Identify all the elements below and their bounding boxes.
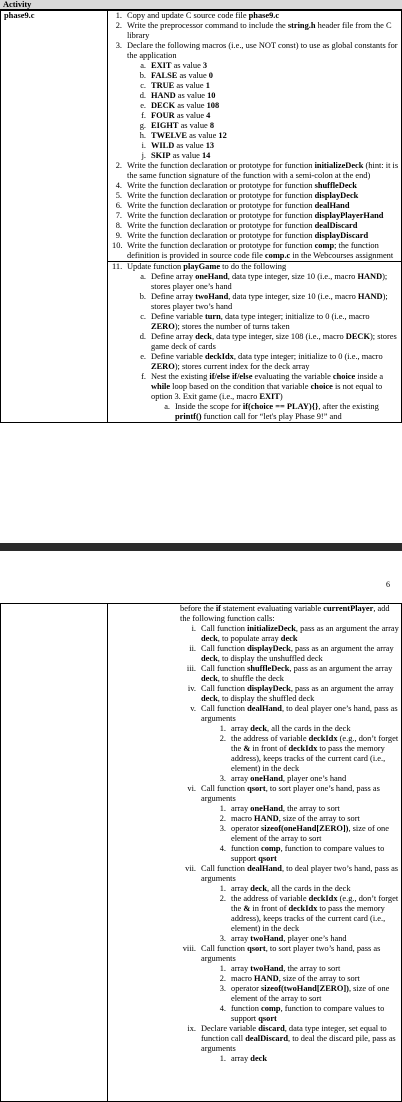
list-item [136, 272, 399, 292]
list-item-text: Write the function declaration or prototype for function displayDeck [127, 191, 359, 200]
list-item [180, 864, 399, 884]
list-item-number: f. [141, 372, 146, 381]
list-item [218, 1054, 399, 1064]
list-item [136, 131, 399, 141]
list-item-text: operator sizeof(oneHand[ZERO]), size of one element of the array to sort [231, 824, 389, 843]
list-item-number: 5. [115, 191, 122, 200]
list-item [218, 974, 399, 984]
list-item-text: Inside the scope for if(choice == PLAY){}, after the existing printf() function call for “let's play Phase 9!” and [175, 402, 379, 421]
list-item [136, 81, 399, 91]
list-item [136, 292, 399, 312]
list-item [136, 101, 399, 111]
table-row [1, 11, 402, 262]
instruction-list-item-11 [108, 262, 401, 422]
page-break-band [0, 543, 402, 551]
list-item-number: 3. [219, 824, 226, 833]
list-item-number: d. [139, 91, 146, 100]
list-item-text: array oneHand, the array to sort [231, 804, 340, 813]
list-item [136, 151, 399, 161]
list-item-text: macro HAND, size of the array to sort [231, 814, 360, 823]
list-item-text: Call function initializeDeck, pass as an argument the array deck, to populate array deck [201, 624, 399, 643]
list-item-text: function comp, function to compare values to support qsort [231, 1004, 385, 1023]
list-item-text: Declare variable discard, data type integer, set equal to function call dealDiscard, to deal the discard pile, pass as arguments [201, 1024, 396, 1053]
instruction-cell [108, 604, 402, 1102]
list-item [218, 934, 399, 944]
list-item-number: 2. [219, 814, 226, 823]
list-item-number: iv. [187, 684, 196, 693]
page-number: 6 [386, 580, 390, 589]
list-item-number: d. [139, 332, 146, 341]
list-item-text: Call function qsort, to sort player one’s hand, pass as arguments [201, 784, 380, 803]
list-item-number: 3. [115, 41, 122, 50]
list-item-text: Write the function declaration or prototype for function shuffleDeck [127, 181, 357, 190]
list-item-text: TRUE as value 1 [151, 81, 210, 90]
list-item-number: viii. [182, 944, 196, 953]
list-item-number: i. [191, 624, 196, 633]
list-item-text: operator sizeof(twoHand[ZERO]), size of one element of the array to sort [231, 984, 390, 1003]
list-item-text: Write the function declaration or prototype for function displayPlayerHand [127, 211, 384, 220]
list-item-number: a. [164, 402, 170, 411]
list-item-text: function comp, function to compare values to support qsort [231, 844, 385, 863]
list-item-text: TWELVE as value 12 [151, 131, 227, 140]
list-item-text: array deck [231, 1054, 268, 1063]
instruction-cell [108, 262, 402, 423]
list-item-number: 2. [219, 734, 226, 743]
list-item-text: Call function dealHand, to deal player two’s hand, pass as arguments [201, 864, 399, 883]
list-item [218, 814, 399, 824]
list-item-text: Write the function declaration or prototype for function dealHand [127, 201, 350, 210]
list-item-number: b. [139, 71, 146, 80]
list-item-number: 1. [219, 884, 226, 893]
document-page-2 [0, 603, 402, 1102]
file-label-cell: phase9.c [1, 11, 108, 423]
list-item [136, 61, 399, 71]
list-item [136, 332, 399, 352]
list-item-text: HAND as value 10 [151, 91, 216, 100]
list-item-number: 3. [219, 934, 226, 943]
list-item [112, 41, 399, 61]
list-item [180, 644, 399, 664]
list-item-text: DECK as value 108 [151, 101, 220, 110]
list-item [180, 704, 399, 724]
list-item [218, 824, 399, 844]
list-item-text: array twoHand, player one’s hand [231, 934, 347, 943]
list-item-text: array oneHand, player one’s hand [231, 774, 347, 783]
list-item-text: Copy and update C source code file phase9.c [127, 11, 280, 20]
list-item-text: EXIT as value 3 [151, 61, 208, 70]
list-item-number: c. [140, 312, 146, 321]
list-item [180, 664, 399, 684]
list-item-number: h. [139, 131, 146, 140]
list-item [218, 884, 399, 894]
list-item [218, 804, 399, 814]
list-item-text: Define array twoHand, data type integer, size 10 (i.e., macro HAND); stores player two’s hand [151, 292, 388, 311]
instruction-list-continued [108, 604, 401, 1064]
list-item-text: array twoHand, the array to sort [231, 964, 341, 973]
list-item-text: Call function qsort, to sort player two’s hand, pass as arguments [201, 944, 381, 963]
list-item-text: macro HAND, size of the array to sort [231, 974, 360, 983]
list-item [218, 844, 399, 864]
list-item-text: the address of variable deckIdx (e.g., don’t forget the & in front of deckIdx to pass the memory address), keeps tracks of the current card (i.e., element) in the deck [231, 894, 399, 933]
list-item-text: Update function playGame to do the following [127, 262, 287, 271]
list-item-text: Call function dealHand, to deal player one’s hand, pass as arguments [201, 704, 398, 723]
list-item-text: SKIP as value 14 [151, 151, 211, 160]
list-item-number: 7. [115, 211, 122, 220]
list-item-text: array deck, all the cards in the deck [231, 724, 351, 733]
list-item-text: Write the preprocessor command to include the string.h header file from the C library [127, 21, 392, 40]
list-item-text: Call function shuffleDeck, pass as an argument the array deck, to shuffle the deck [201, 664, 393, 683]
list-item [180, 684, 399, 704]
list-item-number: iii. [186, 664, 196, 673]
list-item-number: a. [140, 61, 146, 70]
list-item [180, 784, 399, 804]
list-item-number: 1. [115, 11, 122, 20]
list-item-text: Write the function declaration or prototype for function displayDiscard [127, 231, 369, 240]
list-item-number: ii. [189, 644, 196, 653]
list-item-text: Call function displayDeck, pass as an argument the array deck, to display the unshuffled deck [201, 644, 394, 663]
list-item-number: 2. [219, 974, 226, 983]
list-item-text: FALSE as value 0 [151, 71, 213, 80]
list-item [180, 944, 399, 964]
list-item [112, 21, 399, 41]
list-item [136, 352, 399, 372]
list-item [218, 1004, 399, 1024]
list-item [112, 231, 399, 241]
list-item [112, 201, 399, 211]
list-item [112, 181, 399, 191]
document-page-1 [0, 0, 402, 483]
list-item-text: Nest the existing if/else if/else evaluating the variable choice inside a while loop based on the condition that variable choice is not equal to option 3. Exit game (i.e., macro EXIT) [151, 372, 384, 401]
continued-intro-text: before the if statement evaluating variable currentPlayer, add the following function calls: [180, 604, 390, 623]
file-label-cell-empty [1, 604, 108, 1102]
list-item-text: Define array deck, data type integer, size 108 (i.e., macro DECK); stores game deck of cards [151, 332, 397, 351]
list-item-number: e. [140, 101, 146, 110]
list-item [112, 211, 399, 221]
list-item-text: EIGHT as value 8 [151, 121, 215, 130]
list-item [218, 774, 399, 784]
list-item [136, 312, 399, 332]
list-item-number: 9. [115, 231, 122, 240]
table-header-activity: Activity [0, 0, 402, 10]
table-row [1, 604, 402, 1102]
list-item [136, 372, 399, 402]
list-item [136, 141, 399, 151]
list-item [136, 111, 399, 121]
requirements-table-continued [0, 603, 402, 1102]
instruction-cell [108, 11, 402, 262]
list-item-text: Define variable deckIdx, data type integer; initialize to 0 (i.e., macro ZERO); stores current index for the deck array [151, 352, 383, 371]
list-item-number: 1. [219, 964, 226, 973]
list-item-number: j. [141, 151, 146, 160]
list-item [112, 241, 399, 261]
list-item-number: c. [140, 81, 146, 90]
list-item [112, 191, 399, 201]
list-item-number: vii. [185, 864, 196, 873]
list-item-number: 11. [112, 262, 123, 271]
list-item-text: FOUR as value 4 [151, 111, 211, 120]
list-item-text: Define array oneHand, data type integer, size 10 (i.e., macro HAND); stores player one’s hand [151, 272, 388, 291]
list-item-number: a. [140, 272, 146, 281]
list-item-text: WILD as value 13 [151, 141, 215, 150]
list-item [112, 161, 399, 181]
list-item-number: g. [139, 121, 146, 130]
list-item-text: Declare the following macros (i.e., use NOT const) to use as global constants for the application [127, 41, 398, 60]
list-item-number: 6. [115, 201, 122, 210]
list-item-number: 4. [115, 181, 122, 190]
list-item [180, 624, 399, 644]
list-item [136, 71, 399, 81]
list-item-number: 8. [115, 221, 122, 230]
list-item-text: the address of variable deckIdx (e.g., don’t forget the & in front of deckIdx to pass the memory address), keeps tracks of the current card (i.e., element) in the deck [231, 734, 399, 773]
list-item [218, 984, 399, 1004]
list-item-number: vi. [187, 784, 196, 793]
list-item [136, 121, 399, 131]
requirements-table [0, 10, 402, 423]
list-item-number: 2. [115, 161, 122, 170]
list-item [218, 964, 399, 974]
list-item-text: Write the function declaration or prototype for function comp; the function definition is provided in source code file comp.c in the Webcourses assignment [127, 241, 394, 260]
list-item-number: b. [139, 292, 146, 301]
list-item [218, 724, 399, 734]
list-item-number: 2. [219, 894, 226, 903]
list-item-number: 1. [219, 724, 226, 733]
list-item [112, 262, 399, 272]
list-item-number: 3. [219, 984, 226, 993]
list-item-number: 10. [112, 241, 123, 250]
list-item-number: 2. [115, 21, 122, 30]
list-item-number: 4. [219, 844, 226, 853]
list-item [112, 11, 399, 21]
list-item-number: ix. [187, 1024, 196, 1033]
list-item-number: v. [190, 704, 196, 713]
list-item-number: e. [140, 352, 146, 361]
list-item-number: 1. [219, 804, 226, 813]
list-item-number: 3. [219, 774, 226, 783]
list-item [160, 402, 399, 422]
list-item-number: f. [141, 111, 146, 120]
list-item-number: 1. [219, 1054, 226, 1063]
list-item [136, 91, 399, 101]
list-item-number: i. [141, 141, 146, 150]
list-item-text: Write the function declaration or prototype for function dealDiscard [127, 221, 358, 230]
list-item-text: Write the function declaration or prototype for function initializeDeck (hint: it is the same function signature of the function with a semi-colon at the end) [127, 161, 399, 180]
list-item-text: Define variable turn, data type integer; initialize to 0 (i.e., macro ZERO); stores the number of turns taken [151, 312, 370, 331]
list-item-text: array deck, all the cards in the deck [231, 884, 351, 893]
list-item-text: Call function displayDeck, pass as an argument the array deck, to display the shuffled deck [201, 684, 394, 703]
instruction-list [108, 11, 401, 261]
list-item-number: 4. [219, 1004, 226, 1013]
list-item [112, 221, 399, 231]
list-item [218, 894, 399, 934]
list-item [218, 734, 399, 774]
list-item [180, 1024, 399, 1054]
